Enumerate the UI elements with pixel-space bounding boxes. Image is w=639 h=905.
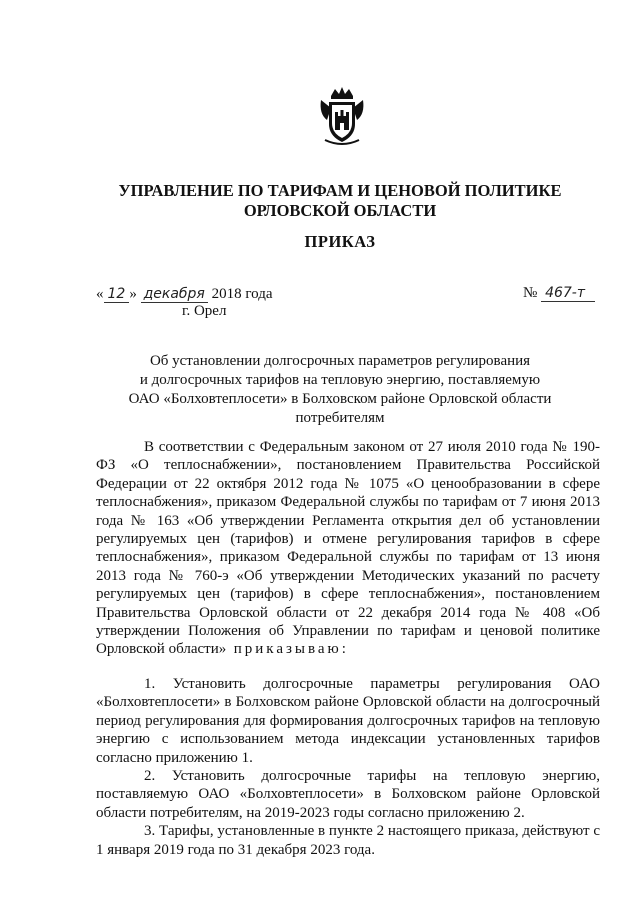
- number-value-handwritten: 467-т: [541, 285, 595, 302]
- preamble-paragraph: [96, 438, 600, 659]
- order-item-1: 1. Установить долгосрочные параметры регулирования ОАО «Болховтеплосети» в Болховском районе Орловской области на долгосрочный период регулирования для формирования долгосрочных тарифов на тепловую энергию с использованием метода индексации установленных тарифов согласно приложению 1.: [96, 675, 600, 766]
- document-date: [96, 286, 273, 303]
- organization-title-line1: УПРАВЛЕНИЕ ПО ТАРИФАМ И ЦЕНОВОЙ ПОЛИТИКЕ: [118, 181, 562, 200]
- document-subject: [100, 352, 580, 428]
- subject-line: и долгосрочных тарифов на тепловую энергию, поставляемую: [139, 372, 541, 388]
- order-item-2: 2. Установить долгосрочные тарифы на тепловую энергию, поставляемую ОАО «Болховтеплосети» в Болховском районе Орловской области потребителям, на 2019-2023 годы согласно приложению 2.: [96, 767, 600, 821]
- date-close-quote: »: [129, 286, 137, 302]
- preamble-text: В соответствии с Федеральным законом от 27 июля 2010 года № 190-ФЗ «О теплоснабжении», постановлением Правительства Российской Федерации от 22 октября 2012 года № 1075 «О ценообразовании в сфере теплоснабжения», приказом Федеральной службы по тарифам от 7 июня 2013 года № 163 «Об утверждении Регламента открытия дел об установлении регулируемых цен (тарифов) и отмене регулирования тарифов в сфере теплоснабжения», приказом Федеральной службы по тарифам от 13 июня 2013 года № 760-э «Об утверждении Методических указаний по расчету регулируемых цен (тарифов) в сфере теплоснабжения», постановлением Правительства Орловской области от 22 декабря 2014 года № 408 «Об утверждении Положения об Управлении по тарифам и ценовой политике Орловской области»: [96, 439, 600, 658]
- date-month-handwritten: декабря: [141, 286, 208, 303]
- date-open-quote: «: [96, 286, 104, 302]
- organization-title: [60, 181, 620, 221]
- number-label: №: [523, 285, 538, 301]
- coat-of-arms-emblem: [317, 86, 367, 146]
- subject-line: потребителям: [295, 410, 385, 426]
- document-body: [96, 438, 600, 859]
- document-kind-title: ПРИКАЗ: [304, 232, 376, 251]
- organization-title-line2: ОРЛОВСКОЙ ОБЛАСТИ: [243, 201, 437, 220]
- document-number: [523, 285, 595, 302]
- document-city: г. Орел: [182, 303, 227, 319]
- order-word: приказываю:: [233, 641, 349, 658]
- order-item-3: 3. Тарифы, установленные в пункте 2 настоящего приказа, действуют с 1 января 2019 года по 31 декабря 2023 года.: [96, 823, 600, 858]
- date-day-handwritten: 12: [104, 286, 130, 303]
- date-year: 2018 года: [211, 286, 273, 302]
- subject-line: Об установлении долгосрочных параметров регулирования: [149, 353, 531, 369]
- subject-line: ОАО «Болховтеплосети» в Болховском районе Орловской области: [128, 391, 552, 407]
